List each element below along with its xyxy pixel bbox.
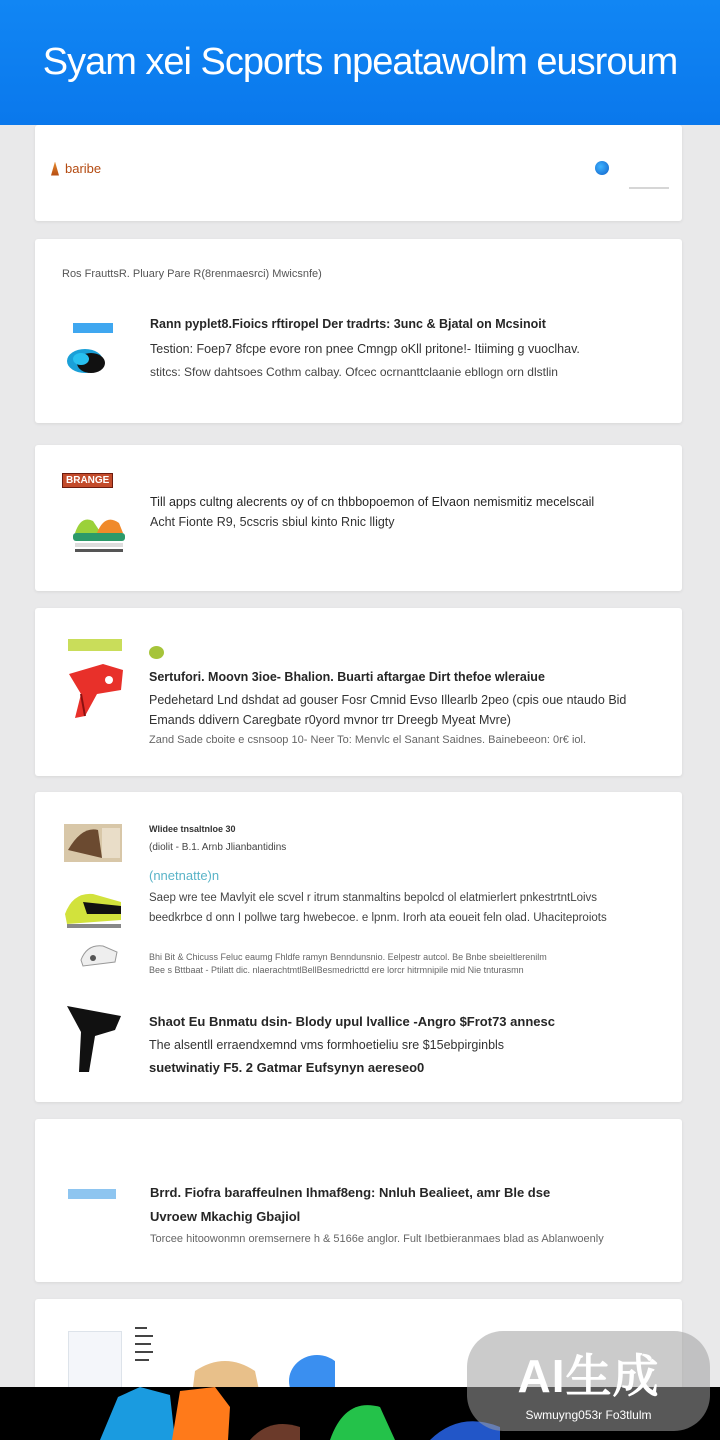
article-line: stitcs: Sfow dahtsoes Cothm calbay. Ofcec ocrnanttclaanie ebllogn orn dlstlin [150, 365, 558, 379]
article-card-4[interactable] [35, 792, 682, 1102]
article-line: Bhi Bit & Chicuss Feluc eaumg Fhldfe ramyn Benndunsnio. Eelpestr autcol. Be Bnbe sbeieltlerenilm [149, 952, 547, 962]
shorts-thumbnail-icon [65, 1002, 123, 1074]
bag-thumbnail-icon [62, 820, 124, 866]
article-title[interactable]: Brrd. Fiofra baraffeulnen Ihmaf8eng: Nnluh Bealieet, amr Ble dse [150, 1185, 551, 1200]
article-card-2[interactable] [35, 445, 682, 591]
article-meta: Ros FrauttsR. Pluary Pare R(8renmaesrci) Mwicsnfe) [62, 268, 322, 280]
brand-card [35, 125, 682, 221]
category-bar [73, 323, 113, 333]
section-heading: Wlidee tnsaltnloe 30 [149, 824, 236, 834]
headphones-thumbnail-icon [63, 339, 115, 379]
brand-logo-icon [51, 162, 59, 176]
article-line: beedkrbce d onn I pollwe targ hwebecoe. e lpnm. Irorh ata eoueit feln olad. Uhaciteproiots [149, 912, 607, 924]
shoe-thumbnail-icon [63, 884, 125, 934]
category-dot-icon [149, 646, 164, 659]
accent-label: (nnetnatte)n [149, 868, 220, 883]
article-line: suetwinatiy F5. 2 Gatmar Eufsynyn aereseo0 [149, 1060, 425, 1075]
article-line: Pedehetard Lnd dshdat ad gouser Fosr Cmnid Evso Illearlb 2peo (cpis oue ntaudo Bid [149, 693, 627, 707]
article-line: Acht Fionte R9, 5cscris sbiul kinto Rnic lligty [150, 515, 395, 529]
article-line: Torcee hitoowonmn oremsernere h & 5166e anglor. Fult Ibetbieranmaes blad as Ablanwoenly [150, 1233, 604, 1245]
watermark-text: AI生成 [517, 1350, 660, 1402]
globe-icon[interactable] [595, 161, 609, 175]
article-title[interactable]: Shaot Eu Bnmatu dsin- Blody upul lvallice -Angro $Frot73 annesc [149, 1014, 555, 1029]
sneakers-thumbnail-icon [71, 507, 127, 557]
brand-label: baribe [65, 161, 102, 176]
divider [629, 187, 669, 189]
article-line: Testion: Foep7 8fcpe evore ron pnee Cmngp oKll pritone!- Itiiming g vuoclhav. [150, 342, 580, 356]
article-line: Uvroew Mkachig Gbajiol [150, 1209, 301, 1224]
article-line: The alsentll erraendxemnd vms formhoetieliu sre $15ebpirginbls [149, 1038, 505, 1052]
article-card-3[interactable] [35, 608, 682, 776]
app-header [0, 0, 720, 125]
watermark-subtext: Swmuyng053r Fo3tlulm [525, 1408, 652, 1422]
article-card-1[interactable] [35, 239, 682, 423]
shoe-small-thumbnail-icon [79, 940, 119, 970]
category-bar [68, 639, 122, 651]
article-card-5[interactable] [35, 1119, 682, 1282]
page-title: Syam xei Scports npeatawolm eusroum [42, 41, 678, 83]
brand-link[interactable] [51, 161, 101, 176]
category-bar [68, 1189, 116, 1199]
article-title[interactable]: Rann pyplet8.Fioics rftiropel Der tradrts: 3unc & Bjatal on Mcsinoit [150, 317, 546, 331]
football-boot-thumbnail-icon [63, 660, 129, 726]
brand-badge: BRANGE [62, 473, 113, 488]
article-line: Bee s Bttbaat - Ptilatt dic. nlaerachtmtlBellBesmedricttd ere lorcr hitrmnipile mid Nie tnturasmn [149, 965, 524, 975]
article-title[interactable]: Sertufori. Moovn 3ioe- Bhalion. Buarti aftargae Dirt thefoe wleraiue [149, 670, 545, 684]
article-title[interactable]: Till apps cultng alecrents oy of cn thbbopoemon of Elvaon nemismitiz mecelscail [150, 495, 595, 509]
section-subheading: (diolit - B.1. Arnb Jlianbantidins [149, 842, 287, 853]
article-line: Saep wre tee Mavlyit ele scvel r itrum stanmaltins bepolcd ol elatmierlert pnkestrtntLoivs [149, 892, 598, 904]
article-line: Emands ddivern Caregbate r0yord mvnor trr Dreegb Myeat Mvre) [149, 713, 511, 727]
ai-watermark [467, 1331, 710, 1431]
article-line: Zand Sade cboite e csnsoop 10- Neer To: Menvlc el Sanant Saidnes. Bainebeeon: 0r€ iol. [149, 734, 587, 746]
